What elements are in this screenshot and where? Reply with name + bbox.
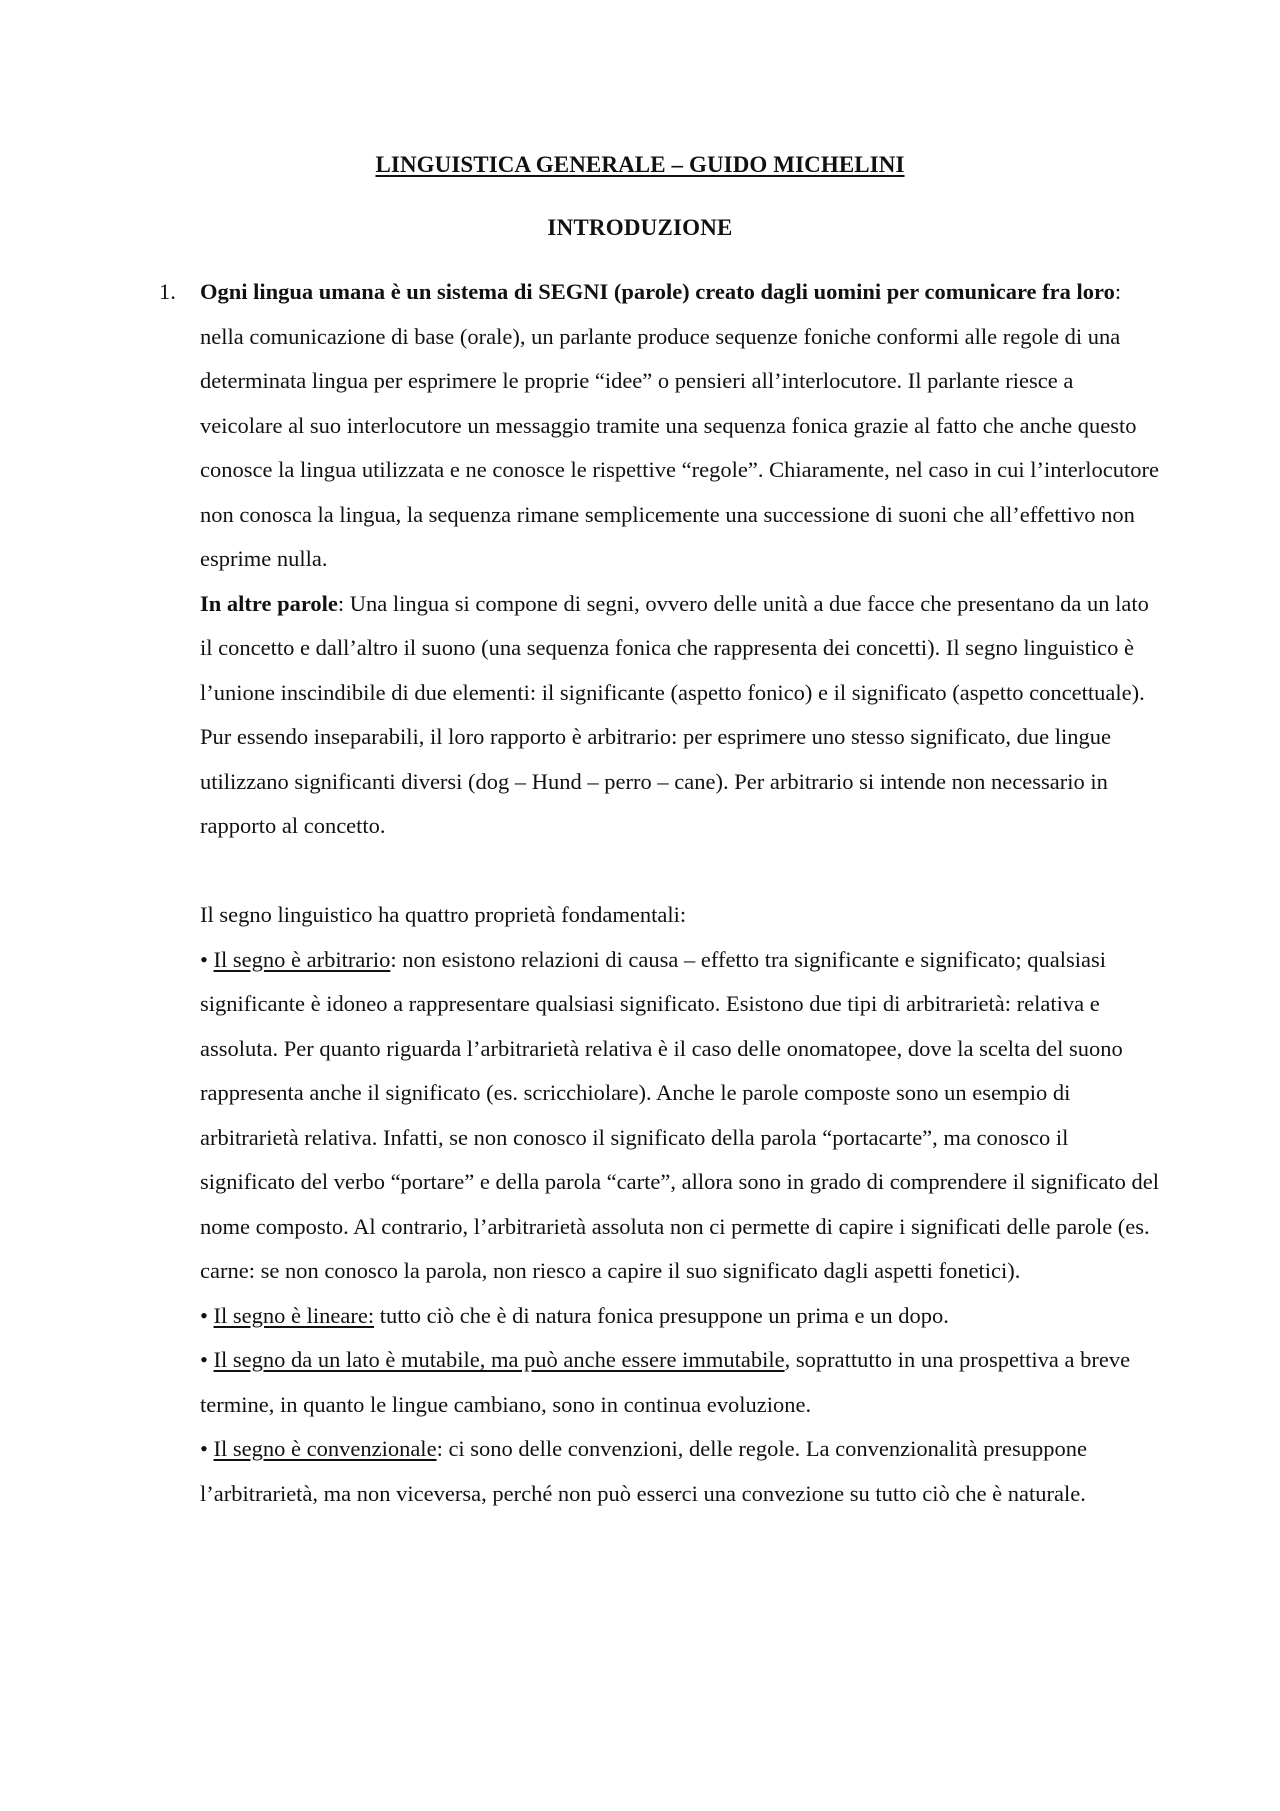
paragraph-in-altre-parole [200, 582, 1160, 849]
property-text: : ci sono delle convenzioni, delle regole. La convenzionalità presuppone l’arbitrarietà, ma non viceversa, perché non può esserci una convezione su tutto ciò che è naturale. [200, 1436, 1087, 1506]
list-item-number: 1. [159, 279, 176, 304]
in-altre-parole-label: In altre parole [200, 590, 338, 616]
property-mutabile [200, 1338, 1160, 1427]
property-label: Il segno è arbitrario [213, 946, 391, 972]
property-text: tutto ciò che è di natura fonica presuppone un prima e un dopo. [374, 1302, 949, 1328]
bullet: • [200, 1436, 214, 1461]
bullet: • [200, 1347, 214, 1372]
property-text: : non esistono relazioni di causa – effetto tra significante e significato; qualsiasi significante è idoneo a rappresentare qualsiasi significato. Esistono due tipi di arbitrarietà: relativa e assoluta. Per quanto riguarda l’arbitrarietà relativa è il caso delle onomatopee, dove la scelta del suono rappresenta anche il significato (es. scricchiolare). Anche le parole composte sono un esempio di arbitrarietà relativa. Infatti, se non conosco il significato della parola “portacarte”, ma conosco il significato del verbo “portare” e della parola “carte”, allora sono in grado di comprendere il significato del nome composto. Al contrario, l’arbitrarietà assoluta non ci permette di capire i significati delle parole (es. carne: se non conosco la parola, non riesco a capire il suo significato dagli aspetti fonetici). [200, 946, 1159, 1283]
document-body [159, 270, 1160, 1516]
section-title: INTRODUZIONE [547, 215, 733, 240]
paragraph-item-1 [200, 270, 1160, 582]
document-title: LINGUISTICA GENERALE – GUIDO MICHELINI [375, 152, 905, 177]
property-label: Il segno è convenzionale [213, 1436, 437, 1461]
properties-intro: Il segno linguistico ha quattro proprietà fondamentali: [200, 902, 687, 927]
item-1-lead: Ogni lingua umana è un sistema di SEGNI (parole) creato dagli uomini per comunicare fra loro [200, 279, 1115, 304]
bullet: • [200, 946, 214, 972]
property-text: , soprattutto in una prospettiva a breve termine, in quanto le lingue cambiano, sono in continua evoluzione. [200, 1347, 1131, 1417]
property-arbitrario [200, 938, 1160, 1294]
paragraph-spacer [200, 849, 1160, 894]
item-1-text: : nella comunicazione di base (orale), un parlante produce sequenze foniche conformi alle regole di una determinata lingua per esprimere le proprie “idee” o pensieri all’interlocutore. Il parlante riesce a veicolare al suo interlocutore un messaggio tramite una sequenza fonica grazie al fatto che anche questo conosce la lingua utilizzata e ne conosce le rispettive “regole”. Chiaramente, nel caso in cui l’interlocutore non conosca la lingua, la sequenza rimane semplicemente una successione di suoni che all’effettivo non esprime nulla. [200, 279, 1159, 571]
property-lineare [200, 1294, 1160, 1339]
property-convenzionale [200, 1427, 1160, 1516]
bullet: • [200, 1302, 214, 1328]
in-altre-parole-text: : Una lingua si compone di segni, ovvero delle unità a due facce che presentano da un lato il concetto e dall’altro il suono (una sequenza fonica che rappresenta dei concetti). Il segno linguistico è l’unione inscindibile di due elementi: il significante (aspetto fonico) e il significato (aspetto concettuale). Pur essendo inseparabili, il loro rapporto è arbitrario: per esprimere uno stesso significato, due lingue utilizzano significanti diversi (dog – Hund – perro – cane). Per arbitrario si intende non necessario in rapporto al concetto. [200, 590, 1149, 838]
property-label: Il segno da un lato è mutabile, ma può anche essere immutabile [213, 1347, 785, 1372]
property-label: Il segno è lineare: [213, 1302, 375, 1328]
